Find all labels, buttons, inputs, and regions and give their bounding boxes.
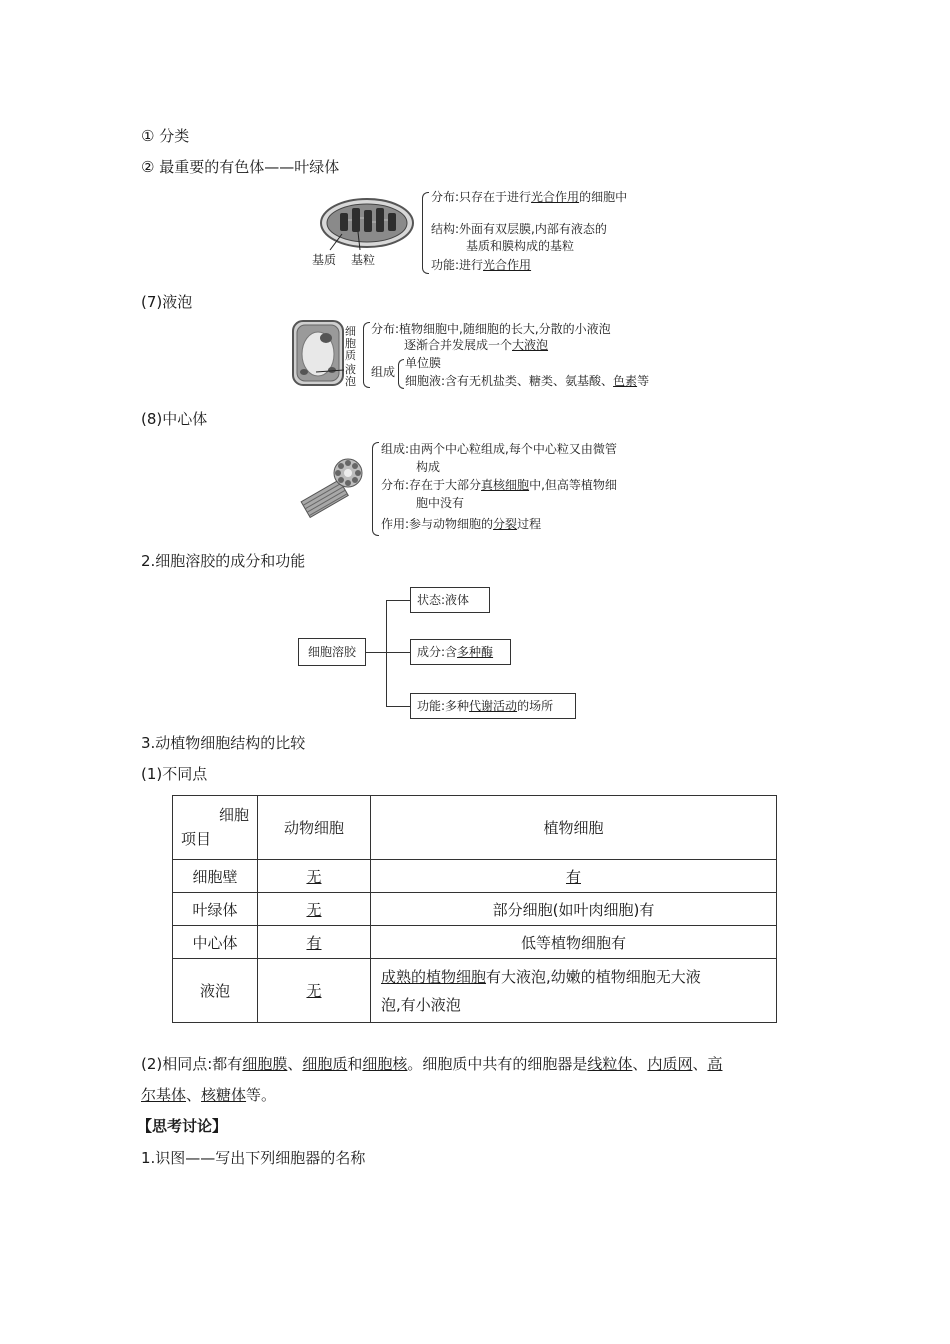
heading-think-discuss: 【思考讨论】 — [137, 1117, 228, 1135]
similarities-line-2: 尔基体、核糖体等。 — [141, 1086, 277, 1104]
table-row — [173, 926, 777, 959]
heading-vacuole: (7)液泡 — [141, 293, 193, 311]
row-plant: 成熟的植物细胞有大液泡,幼嫩的植物细胞无大液 泡,有小液泡 — [371, 959, 777, 1023]
centrosome-image — [296, 455, 370, 525]
comparison-table — [172, 795, 777, 1023]
row-plant: 部分细胞(如叶肉细胞)有 — [371, 893, 777, 926]
heading-chloroplast: ② 最重要的有色体——叶绿体 — [141, 158, 340, 176]
cytosol-root-box: 细胞溶胶 — [298, 638, 366, 666]
vacuole-composition-label: 组成 — [371, 365, 396, 379]
vacuole-composition-sap: 细胞液:含有无机盐类、糖类、氨基酸、色素等 — [405, 374, 650, 388]
centrosome-composition: 组成:由两个中心粒组成,每个中心粒又由微管 — [381, 442, 617, 456]
row-item: 细胞壁 — [173, 860, 258, 893]
table-row — [173, 959, 777, 1023]
connector — [366, 652, 386, 653]
brace — [422, 192, 429, 274]
cytosol-composition-box: 成分:含多种酶 — [410, 639, 511, 665]
similarities-line-1: (2)相同点:都有细胞膜、细胞质和细胞核。细胞质中共有的细胞器是线粒体、内质网、高 — [141, 1055, 723, 1073]
connector — [386, 600, 410, 601]
brace — [398, 359, 404, 389]
row-plant: 有 — [371, 860, 777, 893]
heading-cytosol: 2.细胞溶胶的成分和功能 — [141, 552, 306, 570]
vacuole-distribution: 分布:植物细胞中,随细胞的长大,分散的小液泡 — [371, 322, 611, 336]
chloroplast-distribution: 分布:只存在于进行光合作用的细胞中 — [431, 190, 628, 204]
row-item: 中心体 — [173, 926, 258, 959]
label-matrix: 基质 — [312, 253, 337, 267]
label-vacuole: 液泡 — [345, 363, 356, 388]
row-animal: 无 — [258, 860, 371, 893]
row-animal: 有 — [258, 926, 371, 959]
cytosol-state-box: 状态:液体 — [410, 587, 490, 613]
heading-classification: ① 分类 — [141, 127, 190, 145]
vacuole-composition-membrane: 单位膜 — [405, 356, 442, 370]
row-animal: 无 — [258, 959, 371, 1023]
cytosol-function-box: 功能:多种代谢活动的场所 — [410, 693, 576, 719]
question-1: 1.识图——写出下列细胞器的名称 — [141, 1149, 366, 1167]
plant-cell-image — [292, 320, 344, 390]
header-animal: 动物细胞 — [258, 796, 371, 860]
label-grana: 基粒 — [351, 253, 376, 267]
heading-differences: (1)不同点 — [141, 765, 208, 783]
centrosome-distribution: 分布:存在于大部分真核细胞中,但高等植物细 — [381, 478, 617, 492]
row-item: 叶绿体 — [173, 893, 258, 926]
connector — [386, 652, 410, 653]
vacuole-distribution-cont: 逐渐合并发展成一个大液泡 — [404, 338, 549, 352]
header-cell-label: 细胞 — [218, 806, 249, 824]
chloroplast-structure: 结构:外面有双层膜,内部有液态的 — [431, 222, 607, 236]
row-plant: 低等植物细胞有 — [371, 926, 777, 959]
chloroplast-structure-cont: 基质和膜构成的基粒 — [466, 239, 575, 253]
chloroplast-function: 功能:进行光合作用 — [431, 258, 532, 272]
connector — [386, 706, 410, 707]
chloroplast-image — [318, 196, 416, 258]
heading-comparison: 3.动植物细胞结构的比较 — [141, 734, 306, 752]
connector — [386, 600, 387, 707]
brace — [372, 442, 379, 536]
table-row — [173, 893, 777, 926]
brace — [363, 322, 370, 388]
row-animal: 无 — [258, 893, 371, 926]
row-item: 液泡 — [173, 959, 258, 1023]
table-header-row — [173, 796, 777, 860]
centrosome-distribution-cont: 胞中没有 — [416, 496, 465, 510]
header-item-label: 项目 — [181, 830, 212, 848]
label-cytoplasm: 细胞质 — [345, 325, 356, 362]
header-plant: 植物细胞 — [371, 796, 777, 860]
centrosome-function: 作用:参与动物细胞的分裂过程 — [381, 517, 542, 531]
table-corner-cell — [173, 796, 258, 860]
heading-centrosome: (8)中心体 — [141, 410, 208, 428]
centrosome-composition-cont: 构成 — [416, 460, 441, 474]
table-row — [173, 860, 777, 893]
